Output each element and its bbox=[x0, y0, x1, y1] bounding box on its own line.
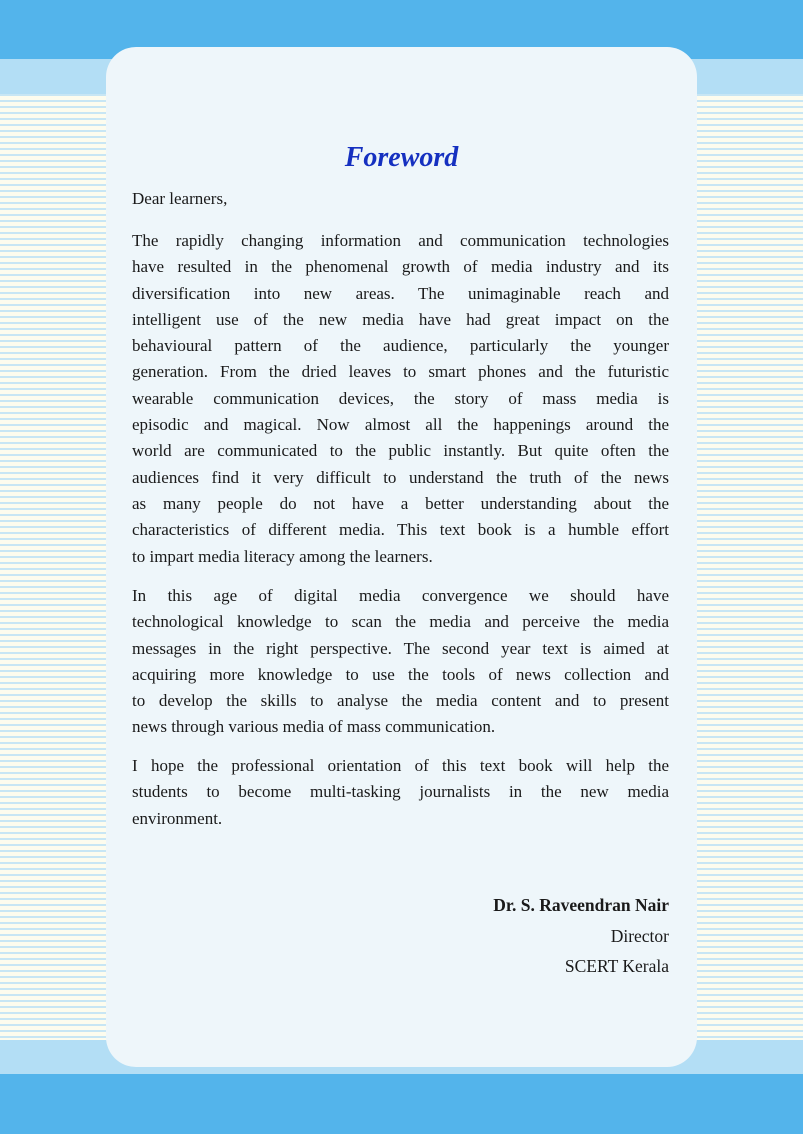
signature-role: Director bbox=[610, 925, 669, 946]
text-line: episodic and magical. Now almost all the happenings around the bbox=[132, 415, 669, 435]
text-line: behavioural pattern of the audience, particularly the younger bbox=[132, 336, 669, 356]
text-line: wearable communication devices, the story of mass media is bbox=[132, 388, 669, 408]
text-line: messages in the right perspective. The second year text is aimed at bbox=[132, 638, 669, 658]
text-line: have resulted in the phenomenal growth of media industry and its bbox=[132, 257, 669, 277]
text-line: generation. From the dried leaves to smart phones and the futuristic bbox=[132, 362, 669, 382]
text-line: diversification into new areas. The unimaginable reach and bbox=[132, 283, 669, 303]
page-title: Foreword bbox=[344, 142, 459, 173]
text-line: intelligent use of the new media have had great impact on the bbox=[132, 309, 669, 329]
salutation: Dear learners, bbox=[132, 189, 228, 208]
text-line: technological knowledge to scan the media and perceive the media bbox=[132, 612, 669, 632]
signature-name: Dr. S. Raveendran Nair bbox=[493, 895, 669, 915]
text-line: to develop the skills to analyse the media content and to present bbox=[132, 691, 669, 711]
signature-org: SCERT Kerala bbox=[564, 956, 669, 976]
text-line: acquiring more knowledge to use the tools of news collection and bbox=[132, 664, 669, 684]
text-line: characteristics of different media. This text book is a humble effort bbox=[132, 520, 669, 540]
text-line: I hope the professional orientation of this text book will help the bbox=[132, 756, 669, 775]
text-line: news through various media of mass communication. bbox=[132, 717, 496, 737]
text-line: to impart media literacy among the learners. bbox=[132, 546, 433, 566]
text-line: students to become multi-tasking journalists in the new media bbox=[132, 782, 669, 802]
text-line: world are communicated to the public instantly. But quite often the bbox=[132, 441, 669, 461]
text-line: The rapidly changing information and communication technologies bbox=[132, 231, 669, 250]
signature-block bbox=[493, 890, 669, 982]
paragraph-3 bbox=[132, 753, 669, 832]
paragraph-2 bbox=[132, 583, 669, 741]
text-line: audiences find it very difficult to understand the truth of the news bbox=[132, 467, 669, 487]
text-line: In this age of digital media convergence we should have bbox=[132, 586, 669, 605]
text-line: as many people do not have a better understanding about the bbox=[132, 493, 669, 513]
paragraph-1 bbox=[132, 228, 669, 570]
text-line: environment. bbox=[132, 808, 223, 828]
